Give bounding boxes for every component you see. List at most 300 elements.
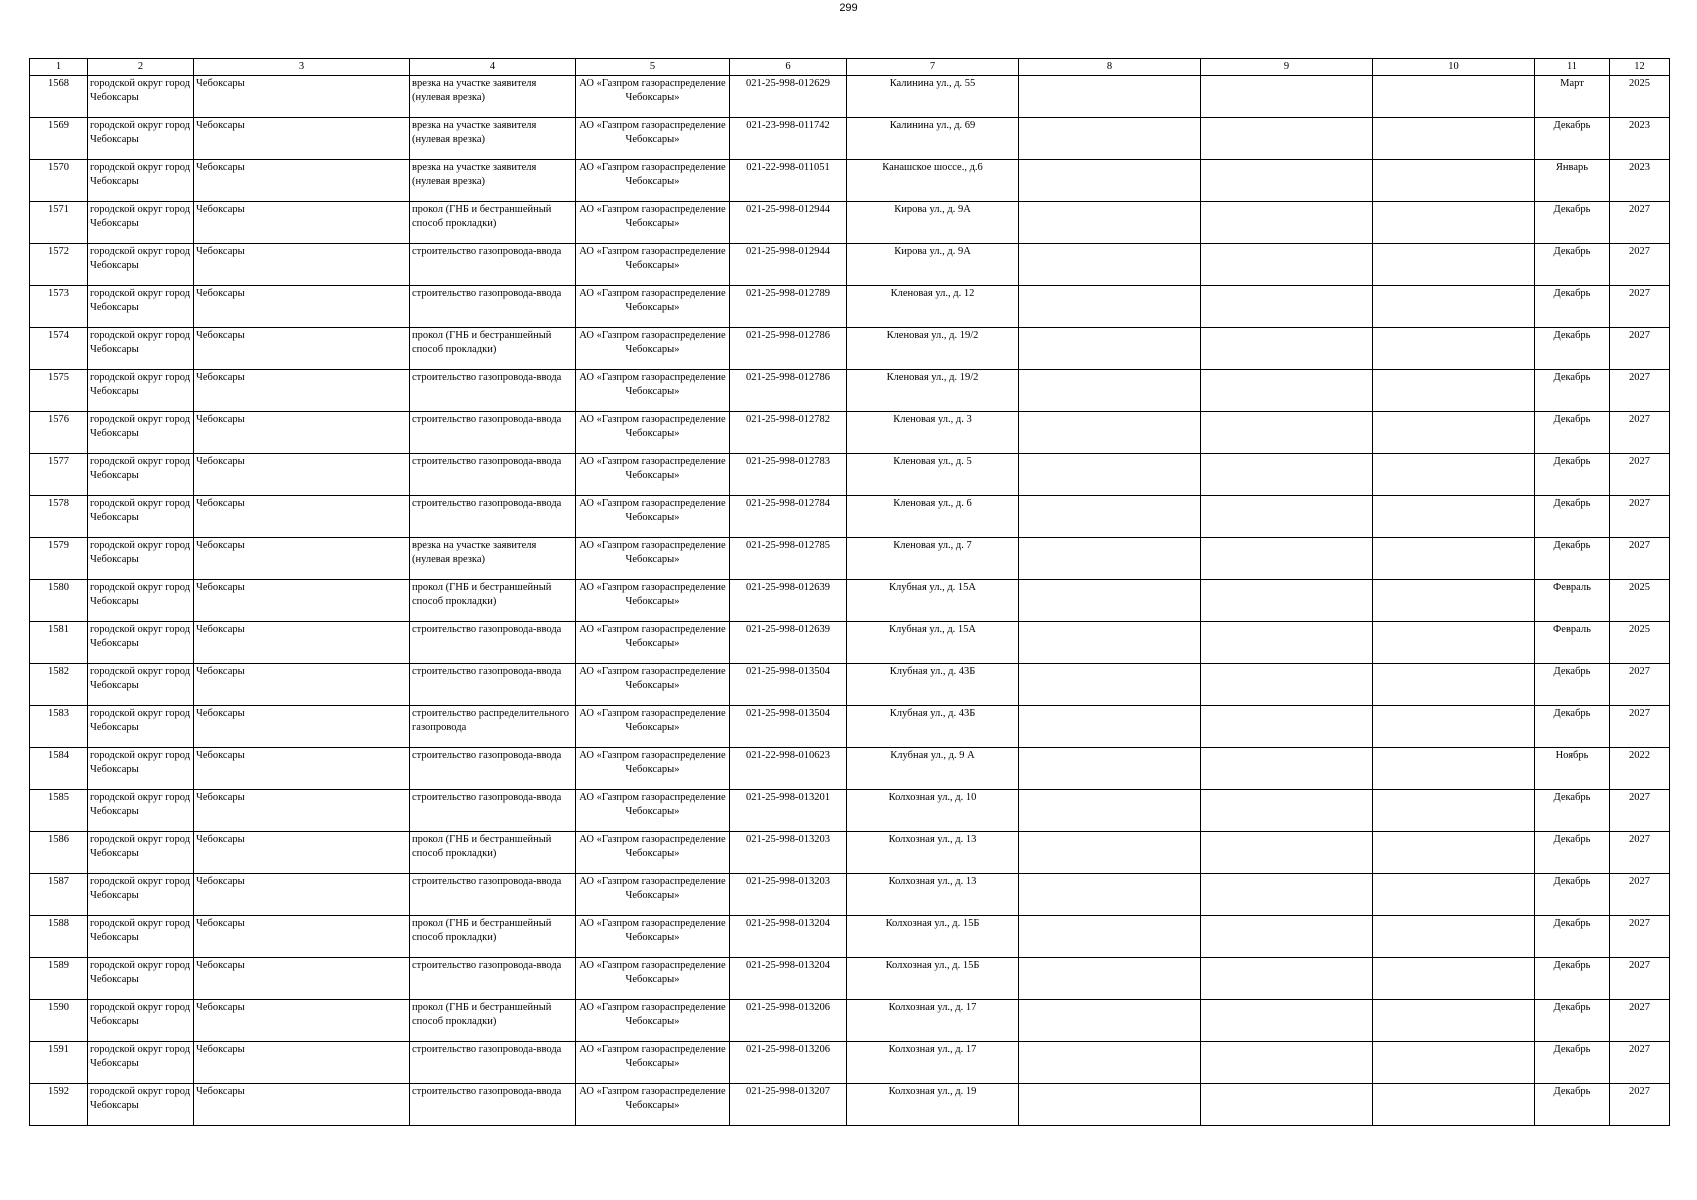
column-8-cell [1019, 328, 1201, 370]
organization-cell: АО «Газпром газораспределение Чебоксары» [576, 370, 730, 412]
city-cell: Чебоксары [194, 1000, 410, 1042]
year-cell: 2027 [1610, 328, 1670, 370]
column-8-cell [1019, 1084, 1201, 1126]
city-cell: Чебоксары [194, 454, 410, 496]
column-number-header: 6 [730, 59, 847, 76]
work-type-cell: строительство газопровода-ввода [410, 1084, 576, 1126]
month-cell: Декабрь [1535, 664, 1610, 706]
request-code-cell: 021-25-998-013207 [730, 1084, 847, 1126]
work-type-cell: врезка на участке заявителя (нулевая врезка) [410, 76, 576, 118]
year-cell: 2027 [1610, 874, 1670, 916]
year-cell: 2027 [1610, 790, 1670, 832]
request-code-cell: 021-25-998-012785 [730, 538, 847, 580]
work-type-cell: врезка на участке заявителя (нулевая врезка) [410, 538, 576, 580]
table-row [30, 1042, 1670, 1084]
city-cell: Чебоксары [194, 412, 410, 454]
column-number-header: 5 [576, 59, 730, 76]
table-row [30, 832, 1670, 874]
work-type-cell: строительство газопровода-ввода [410, 286, 576, 328]
work-type-cell: врезка на участке заявителя (нулевая врезка) [410, 160, 576, 202]
organization-cell: АО «Газпром газораспределение Чебоксары» [576, 874, 730, 916]
table-row [30, 286, 1670, 328]
year-cell: 2025 [1610, 622, 1670, 664]
year-cell: 2023 [1610, 160, 1670, 202]
request-code-cell: 021-25-998-013504 [730, 664, 847, 706]
column-8-cell [1019, 832, 1201, 874]
column-10-cell [1373, 748, 1535, 790]
address-cell: Кленовая ул., д. 12 [847, 286, 1019, 328]
table-row [30, 328, 1670, 370]
row-number-cell: 1570 [30, 160, 88, 202]
column-8-cell [1019, 412, 1201, 454]
organization-cell: АО «Газпром газораспределение Чебоксары» [576, 286, 730, 328]
column-10-cell [1373, 832, 1535, 874]
column-9-cell [1201, 412, 1373, 454]
year-cell: 2025 [1610, 580, 1670, 622]
address-cell: Кленовая ул., д. 6 [847, 496, 1019, 538]
column-10-cell [1373, 76, 1535, 118]
month-cell: Декабрь [1535, 1000, 1610, 1042]
column-10-cell [1373, 118, 1535, 160]
request-code-cell: 021-22-998-011051 [730, 160, 847, 202]
address-cell: Кирова ул., д. 9А [847, 202, 1019, 244]
row-number-cell: 1592 [30, 1084, 88, 1126]
request-code-cell: 021-25-998-013201 [730, 790, 847, 832]
column-10-cell [1373, 916, 1535, 958]
column-8-cell [1019, 664, 1201, 706]
column-number-header: 3 [194, 59, 410, 76]
column-10-cell [1373, 958, 1535, 1000]
table-row [30, 76, 1670, 118]
month-cell: Февраль [1535, 580, 1610, 622]
district-cell: городской округ город Чебоксары [88, 874, 194, 916]
column-9-cell [1201, 286, 1373, 328]
column-9-cell [1201, 706, 1373, 748]
address-cell: Колхозная ул., д. 13 [847, 874, 1019, 916]
city-cell: Чебоксары [194, 118, 410, 160]
row-number-cell: 1581 [30, 622, 88, 664]
city-cell: Чебоксары [194, 916, 410, 958]
work-type-cell: строительство газопровода-ввода [410, 454, 576, 496]
request-code-cell: 021-25-998-013206 [730, 1000, 847, 1042]
address-cell: Колхозная ул., д. 17 [847, 1042, 1019, 1084]
request-code-cell: 021-25-998-012786 [730, 370, 847, 412]
address-cell: Кленовая ул., д. 7 [847, 538, 1019, 580]
request-code-cell: 021-25-998-013204 [730, 916, 847, 958]
page-number: 299 [839, 2, 858, 14]
request-code-cell: 021-25-998-013203 [730, 832, 847, 874]
row-number-cell: 1572 [30, 244, 88, 286]
column-8-cell [1019, 874, 1201, 916]
district-cell: городской округ город Чебоксары [88, 622, 194, 664]
table-row [30, 664, 1670, 706]
column-10-cell [1373, 580, 1535, 622]
year-cell: 2027 [1610, 496, 1670, 538]
month-cell: Декабрь [1535, 958, 1610, 1000]
request-code-cell: 021-25-998-013206 [730, 1042, 847, 1084]
district-cell: городской округ город Чебоксары [88, 958, 194, 1000]
column-9-cell [1201, 454, 1373, 496]
city-cell: Чебоксары [194, 538, 410, 580]
organization-cell: АО «Газпром газораспределение Чебоксары» [576, 328, 730, 370]
column-8-cell [1019, 748, 1201, 790]
district-cell: городской округ город Чебоксары [88, 664, 194, 706]
column-number-header: 4 [410, 59, 576, 76]
organization-cell: АО «Газпром газораспределение Чебоксары» [576, 202, 730, 244]
work-type-cell: строительство газопровода-ввода [410, 748, 576, 790]
column-8-cell [1019, 1000, 1201, 1042]
work-type-cell: строительство газопровода-ввода [410, 790, 576, 832]
work-type-cell: прокол (ГНБ и бестраншейный способ прокладки) [410, 916, 576, 958]
year-cell: 2027 [1610, 916, 1670, 958]
column-9-cell [1201, 874, 1373, 916]
column-8-cell [1019, 454, 1201, 496]
address-cell: Колхозная ул., д. 13 [847, 832, 1019, 874]
month-cell: Декабрь [1535, 454, 1610, 496]
month-cell: Декабрь [1535, 832, 1610, 874]
column-10-cell [1373, 664, 1535, 706]
year-cell: 2027 [1610, 1000, 1670, 1042]
district-cell: городской округ город Чебоксары [88, 580, 194, 622]
request-code-cell: 021-23-998-011742 [730, 118, 847, 160]
district-cell: городской округ город Чебоксары [88, 160, 194, 202]
district-cell: городской округ город Чебоксары [88, 1042, 194, 1084]
column-number-header: 9 [1201, 59, 1373, 76]
column-8-cell [1019, 202, 1201, 244]
district-cell: городской округ город Чебоксары [88, 832, 194, 874]
organization-cell: АО «Газпром газораспределение Чебоксары» [576, 790, 730, 832]
column-number-header: 2 [88, 59, 194, 76]
year-cell: 2022 [1610, 748, 1670, 790]
column-10-cell [1373, 160, 1535, 202]
city-cell: Чебоксары [194, 1084, 410, 1126]
district-cell: городской округ город Чебоксары [88, 370, 194, 412]
month-cell: Декабрь [1535, 202, 1610, 244]
work-type-cell: прокол (ГНБ и бестраншейный способ прокладки) [410, 1000, 576, 1042]
request-code-cell: 021-25-998-012639 [730, 580, 847, 622]
column-9-cell [1201, 202, 1373, 244]
table-row [30, 622, 1670, 664]
column-10-cell [1373, 1000, 1535, 1042]
column-number-header: 7 [847, 59, 1019, 76]
city-cell: Чебоксары [194, 76, 410, 118]
year-cell: 2027 [1610, 244, 1670, 286]
address-cell: Калинина ул., д. 55 [847, 76, 1019, 118]
row-number-cell: 1576 [30, 412, 88, 454]
city-cell: Чебоксары [194, 286, 410, 328]
request-code-cell: 021-25-998-013203 [730, 874, 847, 916]
row-number-cell: 1579 [30, 538, 88, 580]
organization-cell: АО «Газпром газораспределение Чебоксары» [576, 244, 730, 286]
column-10-cell [1373, 412, 1535, 454]
table-row [30, 118, 1670, 160]
row-number-cell: 1574 [30, 328, 88, 370]
month-cell: Ноябрь [1535, 748, 1610, 790]
city-cell: Чебоксары [194, 622, 410, 664]
column-9-cell [1201, 580, 1373, 622]
request-code-cell: 021-25-998-012789 [730, 286, 847, 328]
column-9-cell [1201, 832, 1373, 874]
work-type-cell: врезка на участке заявителя (нулевая врезка) [410, 118, 576, 160]
column-9-cell [1201, 622, 1373, 664]
column-8-cell [1019, 916, 1201, 958]
table-row [30, 412, 1670, 454]
column-9-cell [1201, 1042, 1373, 1084]
column-number-header: 11 [1535, 59, 1610, 76]
column-8-cell [1019, 118, 1201, 160]
work-type-cell: прокол (ГНБ и бестраншейный способ прокладки) [410, 832, 576, 874]
district-cell: городской округ город Чебоксары [88, 916, 194, 958]
city-cell: Чебоксары [194, 790, 410, 832]
column-9-cell [1201, 118, 1373, 160]
column-8-cell [1019, 160, 1201, 202]
column-10-cell [1373, 538, 1535, 580]
district-cell: городской округ город Чебоксары [88, 748, 194, 790]
city-cell: Чебоксары [194, 958, 410, 1000]
work-type-cell: строительство газопровода-ввода [410, 244, 576, 286]
city-cell: Чебоксары [194, 832, 410, 874]
organization-cell: АО «Газпром газораспределение Чебоксары» [576, 832, 730, 874]
work-type-cell: строительство газопровода-ввода [410, 622, 576, 664]
year-cell: 2027 [1610, 664, 1670, 706]
city-cell: Чебоксары [194, 664, 410, 706]
organization-cell: АО «Газпром газораспределение Чебоксары» [576, 160, 730, 202]
column-8-cell [1019, 538, 1201, 580]
city-cell: Чебоксары [194, 370, 410, 412]
organization-cell: АО «Газпром газораспределение Чебоксары» [576, 1000, 730, 1042]
table-row [30, 916, 1670, 958]
address-cell: Колхозная ул., д. 15Б [847, 958, 1019, 1000]
row-number-cell: 1585 [30, 790, 88, 832]
address-cell: Кленовая ул., д. 19/2 [847, 370, 1019, 412]
address-cell: Колхозная ул., д. 10 [847, 790, 1019, 832]
column-9-cell [1201, 916, 1373, 958]
work-type-cell: строительство газопровода-ввода [410, 412, 576, 454]
request-code-cell: 021-25-998-013504 [730, 706, 847, 748]
column-8-cell [1019, 76, 1201, 118]
row-number-cell: 1583 [30, 706, 88, 748]
month-cell: Декабрь [1535, 412, 1610, 454]
column-10-cell [1373, 454, 1535, 496]
district-cell: городской округ город Чебоксары [88, 538, 194, 580]
district-cell: городской округ город Чебоксары [88, 202, 194, 244]
organization-cell: АО «Газпром газораспределение Чебоксары» [576, 958, 730, 1000]
column-9-cell [1201, 1000, 1373, 1042]
column-10-cell [1373, 202, 1535, 244]
address-cell: Клубная ул., д. 43Б [847, 664, 1019, 706]
address-cell: Кирова ул., д. 9А [847, 244, 1019, 286]
work-type-cell: строительство распределительного газопровода [410, 706, 576, 748]
address-cell: Кленовая ул., д. 3 [847, 412, 1019, 454]
work-type-cell: строительство газопровода-ввода [410, 664, 576, 706]
column-10-cell [1373, 1042, 1535, 1084]
column-10-cell [1373, 328, 1535, 370]
request-code-cell: 021-25-998-012944 [730, 244, 847, 286]
address-cell: Колхозная ул., д. 17 [847, 1000, 1019, 1042]
district-cell: городской округ город Чебоксары [88, 412, 194, 454]
table-row [30, 370, 1670, 412]
organization-cell: АО «Газпром газораспределение Чебоксары» [576, 454, 730, 496]
column-8-cell [1019, 622, 1201, 664]
organization-cell: АО «Газпром газораспределение Чебоксары» [576, 1084, 730, 1126]
district-cell: городской округ город Чебоксары [88, 76, 194, 118]
row-number-cell: 1569 [30, 118, 88, 160]
district-cell: городской округ город Чебоксары [88, 1084, 194, 1126]
address-cell: Калинина ул., д. 69 [847, 118, 1019, 160]
month-cell: Февраль [1535, 622, 1610, 664]
request-code-cell: 021-25-998-012783 [730, 454, 847, 496]
year-cell: 2027 [1610, 286, 1670, 328]
request-code-cell: 021-25-998-012639 [730, 622, 847, 664]
row-number-cell: 1568 [30, 76, 88, 118]
column-number-header-row [30, 59, 1670, 76]
request-code-cell: 021-25-998-012944 [730, 202, 847, 244]
year-cell: 2027 [1610, 832, 1670, 874]
registry-table [29, 58, 1670, 1126]
request-code-cell: 021-25-998-012786 [730, 328, 847, 370]
row-number-cell: 1577 [30, 454, 88, 496]
year-cell: 2023 [1610, 118, 1670, 160]
request-code-cell: 021-25-998-013204 [730, 958, 847, 1000]
column-9-cell [1201, 538, 1373, 580]
column-10-cell [1373, 496, 1535, 538]
row-number-cell: 1588 [30, 916, 88, 958]
organization-cell: АО «Газпром газораспределение Чебоксары» [576, 664, 730, 706]
year-cell: 2027 [1610, 538, 1670, 580]
column-9-cell [1201, 370, 1373, 412]
row-number-cell: 1575 [30, 370, 88, 412]
organization-cell: АО «Газпром газораспределение Чебоксары» [576, 1042, 730, 1084]
city-cell: Чебоксары [194, 706, 410, 748]
column-9-cell [1201, 748, 1373, 790]
address-cell: Клубная ул., д. 43Б [847, 706, 1019, 748]
table-body [30, 76, 1670, 1126]
table-row [30, 454, 1670, 496]
address-cell: Клубная ул., д. 15А [847, 580, 1019, 622]
address-cell: Колхозная ул., д. 19 [847, 1084, 1019, 1126]
column-10-cell [1373, 370, 1535, 412]
address-cell: Кленовая ул., д. 19/2 [847, 328, 1019, 370]
table-row [30, 538, 1670, 580]
month-cell: Январь [1535, 160, 1610, 202]
year-cell: 2027 [1610, 454, 1670, 496]
year-cell: 2027 [1610, 958, 1670, 1000]
month-cell: Декабрь [1535, 916, 1610, 958]
year-cell: 2027 [1610, 1042, 1670, 1084]
table-row [30, 202, 1670, 244]
month-cell: Декабрь [1535, 874, 1610, 916]
district-cell: городской округ город Чебоксары [88, 454, 194, 496]
city-cell: Чебоксары [194, 580, 410, 622]
organization-cell: АО «Газпром газораспределение Чебоксары» [576, 76, 730, 118]
district-cell: городской округ город Чебоксары [88, 118, 194, 160]
address-cell: Клубная ул., д. 15А [847, 622, 1019, 664]
table-row [30, 580, 1670, 622]
row-number-cell: 1571 [30, 202, 88, 244]
column-9-cell [1201, 76, 1373, 118]
column-10-cell [1373, 874, 1535, 916]
column-8-cell [1019, 580, 1201, 622]
organization-cell: АО «Газпром газораспределение Чебоксары» [576, 706, 730, 748]
district-cell: городской округ город Чебоксары [88, 1000, 194, 1042]
work-type-cell: строительство газопровода-ввода [410, 496, 576, 538]
month-cell: Декабрь [1535, 496, 1610, 538]
work-type-cell: строительство газопровода-ввода [410, 958, 576, 1000]
table-row [30, 1084, 1670, 1126]
year-cell: 2027 [1610, 202, 1670, 244]
district-cell: городской округ город Чебоксары [88, 496, 194, 538]
district-cell: городской округ город Чебоксары [88, 328, 194, 370]
month-cell: Декабрь [1535, 328, 1610, 370]
table-row [30, 790, 1670, 832]
row-number-cell: 1578 [30, 496, 88, 538]
row-number-cell: 1586 [30, 832, 88, 874]
city-cell: Чебоксары [194, 496, 410, 538]
organization-cell: АО «Газпром газораспределение Чебоксары» [576, 118, 730, 160]
month-cell: Декабрь [1535, 244, 1610, 286]
organization-cell: АО «Газпром газораспределение Чебоксары» [576, 622, 730, 664]
month-cell: Декабрь [1535, 1042, 1610, 1084]
city-cell: Чебоксары [194, 1042, 410, 1084]
work-type-cell: прокол (ГНБ и бестраншейный способ прокладки) [410, 202, 576, 244]
year-cell: 2027 [1610, 1084, 1670, 1126]
row-number-cell: 1587 [30, 874, 88, 916]
table-row [30, 244, 1670, 286]
column-9-cell [1201, 1084, 1373, 1126]
organization-cell: АО «Газпром газораспределение Чебоксары» [576, 412, 730, 454]
column-8-cell [1019, 244, 1201, 286]
organization-cell: АО «Газпром газораспределение Чебоксары» [576, 496, 730, 538]
column-8-cell [1019, 370, 1201, 412]
column-9-cell [1201, 160, 1373, 202]
column-number-header: 8 [1019, 59, 1201, 76]
column-10-cell [1373, 622, 1535, 664]
column-9-cell [1201, 244, 1373, 286]
column-9-cell [1201, 496, 1373, 538]
row-number-cell: 1589 [30, 958, 88, 1000]
column-9-cell [1201, 328, 1373, 370]
address-cell: Колхозная ул., д. 15Б [847, 916, 1019, 958]
column-10-cell [1373, 286, 1535, 328]
row-number-cell: 1582 [30, 664, 88, 706]
column-8-cell [1019, 286, 1201, 328]
organization-cell: АО «Газпром газораспределение Чебоксары» [576, 580, 730, 622]
column-8-cell [1019, 958, 1201, 1000]
table-row [30, 1000, 1670, 1042]
column-8-cell [1019, 1042, 1201, 1084]
table-row [30, 748, 1670, 790]
request-code-cell: 021-25-998-012629 [730, 76, 847, 118]
column-9-cell [1201, 958, 1373, 1000]
table-row [30, 706, 1670, 748]
column-10-cell [1373, 790, 1535, 832]
city-cell: Чебоксары [194, 328, 410, 370]
column-number-header: 10 [1373, 59, 1535, 76]
request-code-cell: 021-22-998-010623 [730, 748, 847, 790]
request-code-cell: 021-25-998-012784 [730, 496, 847, 538]
year-cell: 2025 [1610, 76, 1670, 118]
row-number-cell: 1590 [30, 1000, 88, 1042]
work-type-cell: строительство газопровода-ввода [410, 370, 576, 412]
column-number-header: 12 [1610, 59, 1670, 76]
row-number-cell: 1573 [30, 286, 88, 328]
district-cell: городской округ город Чебоксары [88, 244, 194, 286]
district-cell: городской округ город Чебоксары [88, 286, 194, 328]
address-cell: Канашское шоссе., д.6 [847, 160, 1019, 202]
column-number-header: 1 [30, 59, 88, 76]
organization-cell: АО «Газпром газораспределение Чебоксары» [576, 538, 730, 580]
address-cell: Клубная ул., д. 9 А [847, 748, 1019, 790]
